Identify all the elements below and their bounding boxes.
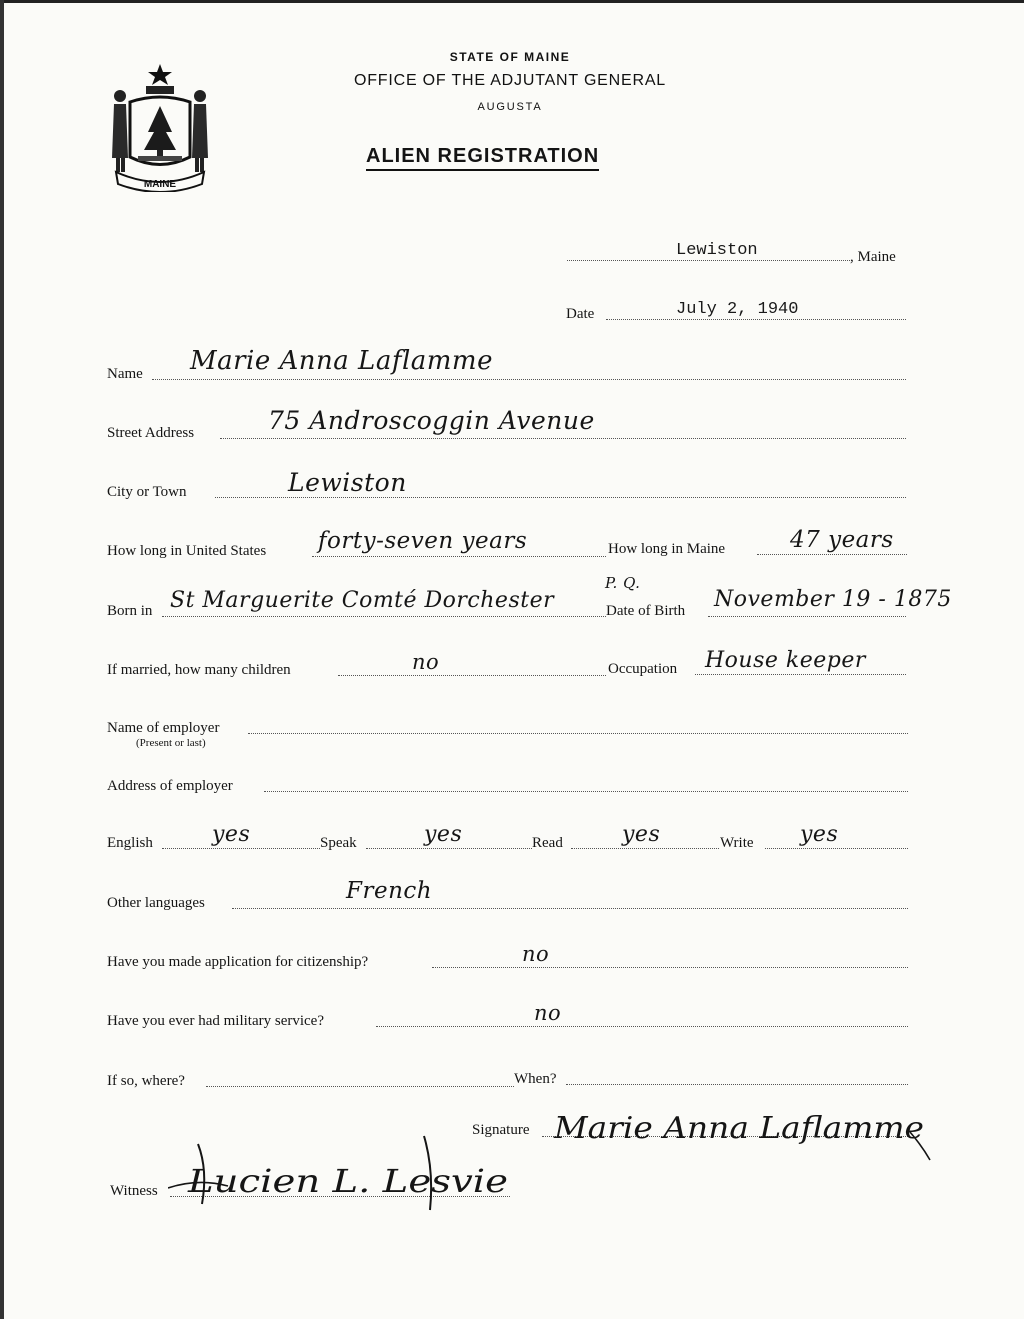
- other-languages-line: [232, 908, 908, 909]
- occupation-label: Occupation: [608, 661, 678, 677]
- employer-line: [248, 733, 908, 734]
- speak-value: yes: [424, 822, 463, 847]
- military-value: no: [534, 1001, 562, 1025]
- maine-suffix-label: , Maine: [850, 249, 896, 265]
- svg-text:Marie Anna Laflamme: Marie Anna Laflamme: [552, 1111, 924, 1146]
- svg-text:Lucien L. Lesvie: Lucien L. Lesvie: [186, 1162, 508, 1200]
- date-of-birth-label: Date of Birth: [606, 603, 686, 619]
- english-label: English: [107, 835, 153, 851]
- name-value: Marie Anna Laflamme: [190, 346, 493, 376]
- header-city: AUGUSTA: [477, 101, 543, 113]
- where-label: If so, where?: [107, 1073, 185, 1089]
- date-of-birth-line: [708, 616, 906, 617]
- date-of-birth-value: November 19 - 1875: [714, 587, 952, 612]
- born-in-label: Born in: [107, 603, 153, 619]
- city-value: Lewiston: [288, 468, 407, 497]
- military-label: Have you ever had military service?: [107, 1013, 324, 1029]
- header-office: OFFICE OF THE ADJUTANT GENERAL: [353, 72, 667, 89]
- how-long-maine-label: How long in Maine: [608, 541, 726, 557]
- employer-note: (Present or last): [136, 737, 206, 749]
- citizenship-label: Have you made application for citizenship?: [107, 954, 369, 970]
- form-title: ALIEN REGISTRATION: [366, 145, 599, 171]
- maine-state-seal-icon: [108, 62, 212, 192]
- name-line: [152, 379, 906, 380]
- town-line: [567, 260, 850, 261]
- children-label: If married, how many children: [107, 662, 291, 678]
- header-state: STATE OF MAINE: [449, 50, 571, 64]
- signature-label: Signature: [472, 1122, 530, 1138]
- scan-edge-left: [0, 0, 4, 1319]
- applicant-signature: [550, 1098, 940, 1168]
- children-value: no: [412, 650, 440, 674]
- employer-address-label: Address of employer: [107, 778, 233, 794]
- how-long-maine-line: [757, 554, 907, 555]
- write-line: [765, 848, 908, 849]
- occupation-line: [695, 674, 906, 675]
- occupation-value: House keeper: [705, 648, 866, 673]
- write-value: yes: [800, 822, 839, 847]
- street-label: Street Address: [107, 425, 195, 441]
- born-in-value: St Marguerite Comté Dorchester: [170, 588, 555, 613]
- read-label: Read: [532, 835, 563, 851]
- other-languages-value: French: [346, 878, 433, 904]
- date-value: July 2, 1940: [676, 300, 799, 319]
- speak-line: [366, 848, 532, 849]
- how-long-maine-value: 47 years: [790, 527, 894, 553]
- how-long-us-label: How long in United States: [107, 543, 267, 559]
- street-value: 75 Androscoggin Avenue: [268, 406, 595, 435]
- where-line: [206, 1086, 514, 1087]
- date-label: Date: [566, 306, 595, 322]
- how-long-us-value: forty-seven years: [318, 528, 528, 554]
- how-long-us-line: [312, 556, 606, 557]
- employer-label: Name of employer: [107, 720, 220, 736]
- write-label: Write: [720, 835, 754, 851]
- town-value: Lewiston: [676, 241, 758, 260]
- when-label: When?: [514, 1071, 557, 1087]
- when-line: [566, 1084, 908, 1085]
- other-languages-label: Other languages: [107, 895, 205, 911]
- scan-edge-top: [0, 0, 1024, 3]
- street-line: [220, 438, 906, 439]
- speak-label: Speak: [320, 835, 357, 851]
- born-in-province: P. Q.: [605, 574, 641, 592]
- read-line: [571, 848, 719, 849]
- witness-label: Witness: [110, 1183, 158, 1199]
- children-line: [338, 675, 606, 676]
- read-value: yes: [622, 822, 661, 847]
- name-label: Name: [107, 366, 143, 382]
- date-line: [606, 319, 906, 320]
- military-line: [376, 1026, 908, 1027]
- seal-banner-text: [128, 176, 192, 190]
- city-line: [215, 497, 906, 498]
- citizenship-line: [432, 967, 908, 968]
- employer-address-line: [264, 791, 908, 792]
- witness-signature: [168, 1130, 518, 1220]
- svg-text:MAINE: MAINE: [143, 179, 177, 190]
- city-label: City or Town: [107, 484, 187, 500]
- citizenship-value: no: [522, 942, 550, 966]
- english-line: [162, 848, 320, 849]
- english-value: yes: [212, 822, 251, 847]
- born-in-line: [162, 616, 606, 617]
